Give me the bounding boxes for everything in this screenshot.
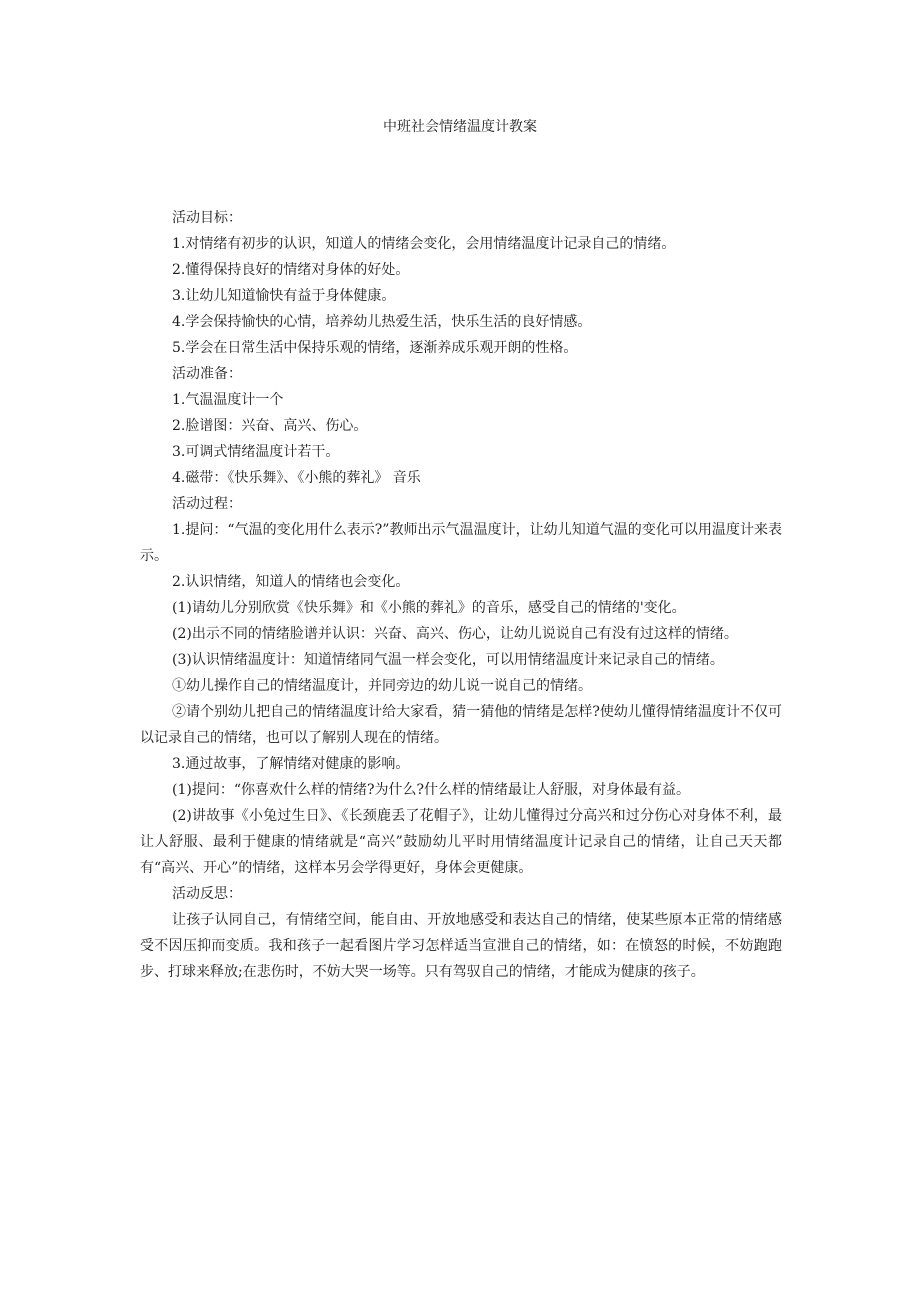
goal-item: 4.学会保持愉快的心情，培养幼儿热爱生活，快乐生活的良好情感。 xyxy=(172,314,592,330)
section-heading-reflection: 活动反思： xyxy=(172,886,242,902)
process-item: (1)提问：“你喜欢什么样的情绪?为什么?什么样的情绪最让人舒服，对身体最有益。 xyxy=(172,782,690,798)
document-title: 中班社会情绪温度计教案 xyxy=(383,119,537,135)
process-item: 2.认识情绪，知道人的情绪也会变化。 xyxy=(172,574,410,590)
section-heading-process: 活动过程： xyxy=(172,496,242,512)
preparation-item: 1.气温温度计一个 xyxy=(172,392,284,408)
goal-item: 3.让幼儿知道愉快有益于身体健康。 xyxy=(172,288,396,304)
process-item: ②请个别幼儿把自己的情绪温度计给大家看，猜一猜他的情绪是怎样?使幼儿懂得情绪温度计不仅可以记录自己的情绪，也可以了解别人现在的情绪。 xyxy=(140,704,782,746)
process-item: (3)认识情绪温度计：知道情绪同气温一样会变化，可以用情绪温度计来记录自己的情绪。 xyxy=(172,652,724,668)
process-item: (2)讲故事《小兔过生日》、《长颈鹿丢了花帽子》，让幼儿懂得过分高兴和过分伤心对身体不利，最让人舒服、最利于健康的情绪就是“高兴”鼓励幼儿平时用情绪温度计记录自己的情绪，让自己天天都有“高兴、开心”的情绪，这样本另会学得更好，身体会更健康。 xyxy=(140,808,782,876)
goal-item: 1.对情绪有初步的认识，知道人的情绪会变化，会用情绪温度计记录自己的情绪。 xyxy=(172,236,676,252)
process-item: ①幼儿操作自己的情绪温度计，并同旁边的幼儿说一说自己的情绪。 xyxy=(172,678,592,694)
preparation-item: 2.脸谱图：兴奋、高兴、伤心。 xyxy=(172,418,368,434)
preparation-item: 4.磁带：《快乐舞》、《小熊的葬礼》 音乐 xyxy=(172,470,421,486)
process-item: (1)请幼儿分别欣赏《快乐舞》和《小熊的葬礼》的音乐，感受自己的情绪的'变化。 xyxy=(172,600,686,616)
section-heading-goals: 活动目标： xyxy=(172,210,242,226)
goal-item: 2.懂得保持良好的情绪对身体的好处。 xyxy=(172,262,410,278)
reflection-paragraph: 让孩子认同自己，有情绪空间，能自由、开放地感受和表达自己的情绪，使某些原本正常的情绪感受不因压抑而变质。我和孩子一起看图片学习怎样适当宣泄自己的情绪，如：在愤怒的时候，不妨跑跑步、打球来释放;在悲伤时，不妨大哭一场等。只有驾驭自己的情绪，才能成为健康的孩子。 xyxy=(140,912,782,980)
goal-item: 5.学会在日常生活中保持乐观的情绪，逐渐养成乐观开朗的性格。 xyxy=(172,340,578,356)
preparation-item: 3.可调式情绪温度计若干。 xyxy=(172,444,340,460)
document-body xyxy=(140,205,782,985)
process-item: 1.提问：“气温的变化用什么表示?”教师出示气温温度计，让幼儿知道气温的变化可以用温度计来表示。 xyxy=(140,522,782,564)
process-item: 3.通过故事，了解情绪对健康的影响。 xyxy=(172,756,410,772)
process-item: (2)出示不同的情绪脸谱并认识：兴奋、高兴、伤心，让幼儿说说自己有没有过这样的情绪。 xyxy=(172,626,738,642)
section-heading-preparation: 活动准备： xyxy=(172,366,242,382)
